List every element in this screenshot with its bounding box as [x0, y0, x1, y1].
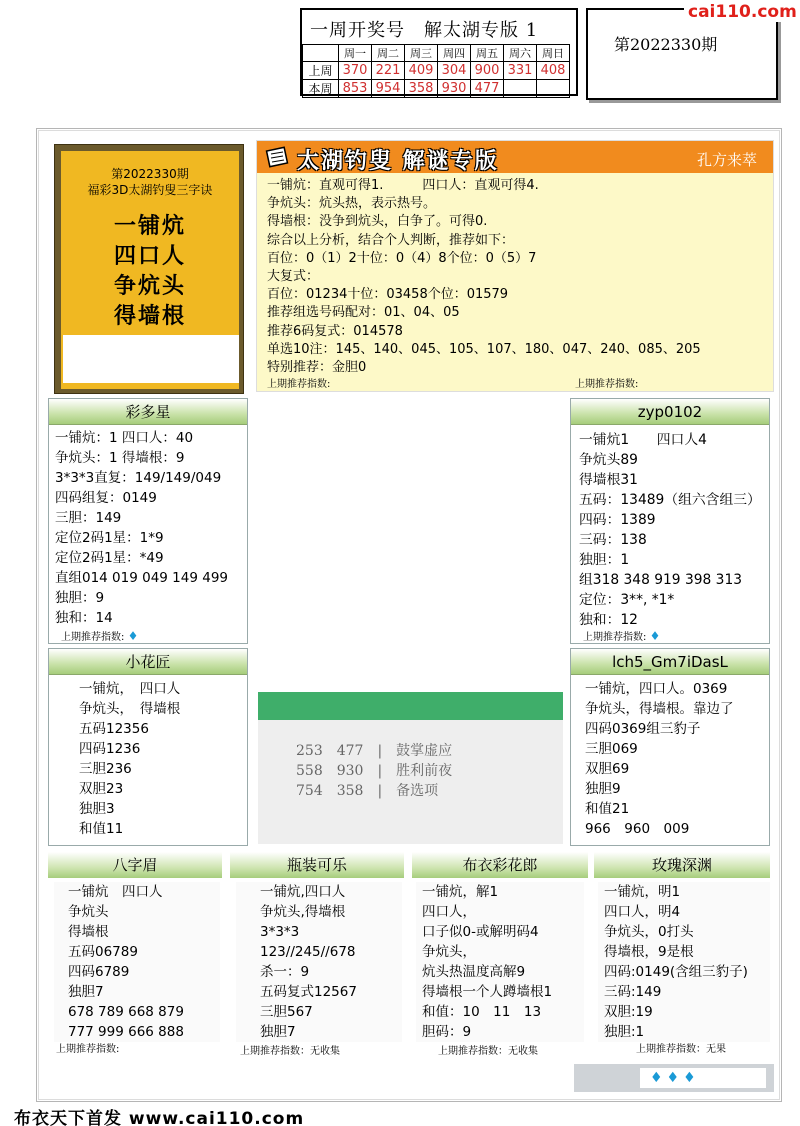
day-header: 周二: [372, 45, 405, 62]
day-header: 周六: [504, 45, 537, 62]
expert-box-bazimei: [48, 852, 222, 1056]
riddle-subtitle: 福彩3D太湖钓叟三字诀: [87, 183, 213, 197]
expert-prediction: 一铺炕：1 四口人：40 争炕头：1 得墙根：9 3*3*3直复：149/149/049 四码组复：0149 三胆：149 定位2码1星：1*9 定位2码1星：*49 直组014 019 049 149 499 独胆：9 独和：14: [55, 430, 229, 626]
solution-panel: [256, 140, 774, 392]
row-label: 上周: [303, 62, 339, 80]
expert-name: 玫瑰深渊: [594, 852, 770, 878]
expert-box-buyicaihualang: [412, 852, 588, 1056]
riddle-line: 得墙根: [113, 303, 186, 329]
rating-label: 上期推荐指数:: [583, 632, 647, 643]
expert-name: 瓶装可乐: [230, 852, 404, 878]
expert-name: lch5_Gm7iDasL: [571, 649, 769, 675]
riddle-line: 四口人: [113, 243, 186, 269]
weekly-draw-title: 一周开奖号 解太湖专版 1: [310, 20, 539, 41]
center-picks: [258, 720, 563, 844]
riddle-panel: [54, 144, 244, 394]
list-item: 253 477 | 鼓掌虚应: [296, 743, 453, 759]
day-header: 周日: [537, 45, 570, 62]
solution-author: 孔方来萃: [696, 151, 757, 169]
riddle-line: 一铺炕: [113, 213, 186, 239]
expert-box-zyp0102: [570, 398, 770, 644]
day-header: 周一: [339, 45, 372, 62]
rating-label: 上期推荐指数:: [267, 379, 331, 390]
riddle-blank: [63, 335, 239, 383]
expert-name: 八字眉: [48, 852, 222, 878]
footer-site: 布衣天下首发 www.cai110.com: [14, 1109, 305, 1126]
rating-bar: [574, 1064, 774, 1092]
day-header: 周五: [471, 45, 504, 62]
expert-prediction: 一铺炕，明1 四口人，明4 争炕头，0打头 得墙根，9是根 四码:0149(含组三豹子) 三码:149 双胆:19 独胆:1: [598, 882, 770, 1042]
table-row: 本周 853 954 358 930 477: [303, 80, 570, 98]
expert-prediction: 一铺炕，解1 四口人， 口子似0-或解明码4 争炕头， 炕头热温度高解9 得墙根一个人蹲墙根1 和值：10 11 13 胆码：9: [416, 882, 584, 1042]
rating-label: 上期推荐指数:: [61, 632, 125, 643]
expert-prediction: 一铺炕 四口人 争炕头 得墙根 五码06789 四码6789 独胆7 678 789 668 879 777 999 666 888: [54, 882, 220, 1042]
rating-label: 上期推荐指数:: [575, 379, 639, 390]
rating-label: 上期推荐指数：无果: [636, 1044, 726, 1055]
solution-header: [257, 141, 773, 173]
expert-name: 彩多星: [49, 399, 247, 425]
expert-box-pingzhuangkele: [230, 852, 404, 1056]
diamond-icon: ♦: [649, 629, 661, 643]
expert-prediction: 一铺炕，四口人。0369 争炕头，得墙根。靠边了 四码0369组三豹子 三胆069 双胆69 独胆9 和值21 966 960 009: [585, 681, 734, 837]
table-row: 上周 370 221 409 304 900 331 408: [303, 62, 570, 80]
expert-name: zyp0102: [571, 399, 769, 425]
rating-label: 上期推荐指数：无收集: [438, 1046, 538, 1057]
scroll-icon: [265, 145, 291, 169]
expert-name: 小花匠: [49, 649, 247, 675]
expert-box-lch: [570, 648, 770, 846]
center-banner: [258, 692, 563, 720]
diamond-icon: ♦♦♦: [640, 1068, 766, 1088]
site-watermark: cai110.com: [684, 2, 800, 22]
day-header: 周三: [405, 45, 438, 62]
weekly-draw-table: [302, 44, 570, 98]
riddle-line: 争炕头: [113, 273, 186, 299]
weekly-draw-panel: [300, 8, 578, 96]
row-label: 本周: [303, 80, 339, 98]
expert-prediction: 一铺炕， 四口人 争炕头， 得墙根 五码12356 四码1236 三胆236 双胆23 独胆3 和值11: [79, 681, 181, 837]
expert-prediction: 一铺炕,四口人 争炕头,得墙根 3*3*3 123//245//678 杀一：9 五码复式12567 三胆567 独胆7: [236, 882, 402, 1042]
expert-box-caiduoxing: [48, 398, 248, 644]
riddle-issue: 第2022330期: [111, 167, 189, 181]
issue-number: 第2022330期: [614, 35, 718, 54]
expert-box-xiaohuajiang: [48, 648, 248, 846]
expert-name: 布衣彩花郎: [412, 852, 588, 878]
expert-box-meiguishenyuan: [594, 852, 770, 1056]
day-header: 周四: [438, 45, 471, 62]
expert-prediction: 一铺炕1 四口人4 争炕头89 得墙根31 五码：13489（组六含组三） 四码：1389 三码：138 独胆：1 组318 348 919 398 313 定位：3**, *1* 独和：12: [579, 432, 761, 628]
rating-label: 上期推荐指数:: [56, 1044, 120, 1055]
solution-title: 太湖钓叟 解谜专版: [297, 148, 499, 174]
rating-label: 上期推荐指数：无收集: [240, 1046, 340, 1057]
list-item: 754 358 | 备选项: [296, 783, 439, 799]
diamond-icon: ♦: [127, 629, 139, 643]
solution-text: 一铺炕：直观可得1. 四口人：直观可得4. 争炕头：炕头热，表示热号。 得墙根：没争到炕头，白争了。可得0. 综合以上分析，结合个人判断，推荐如下： 百位：0（1）2十位：0（4）8个位：0（5）7 大复式： 百位：01234十位：03458个位：01579 推荐组选号码配对：01、04、05 推荐6码复式：014578 单选10注：145、140、045、105、107、180、047、240、085、205 特别推荐：金胆0: [267, 178, 701, 376]
list-item: 558 930 | 胜利前夜: [296, 763, 453, 779]
